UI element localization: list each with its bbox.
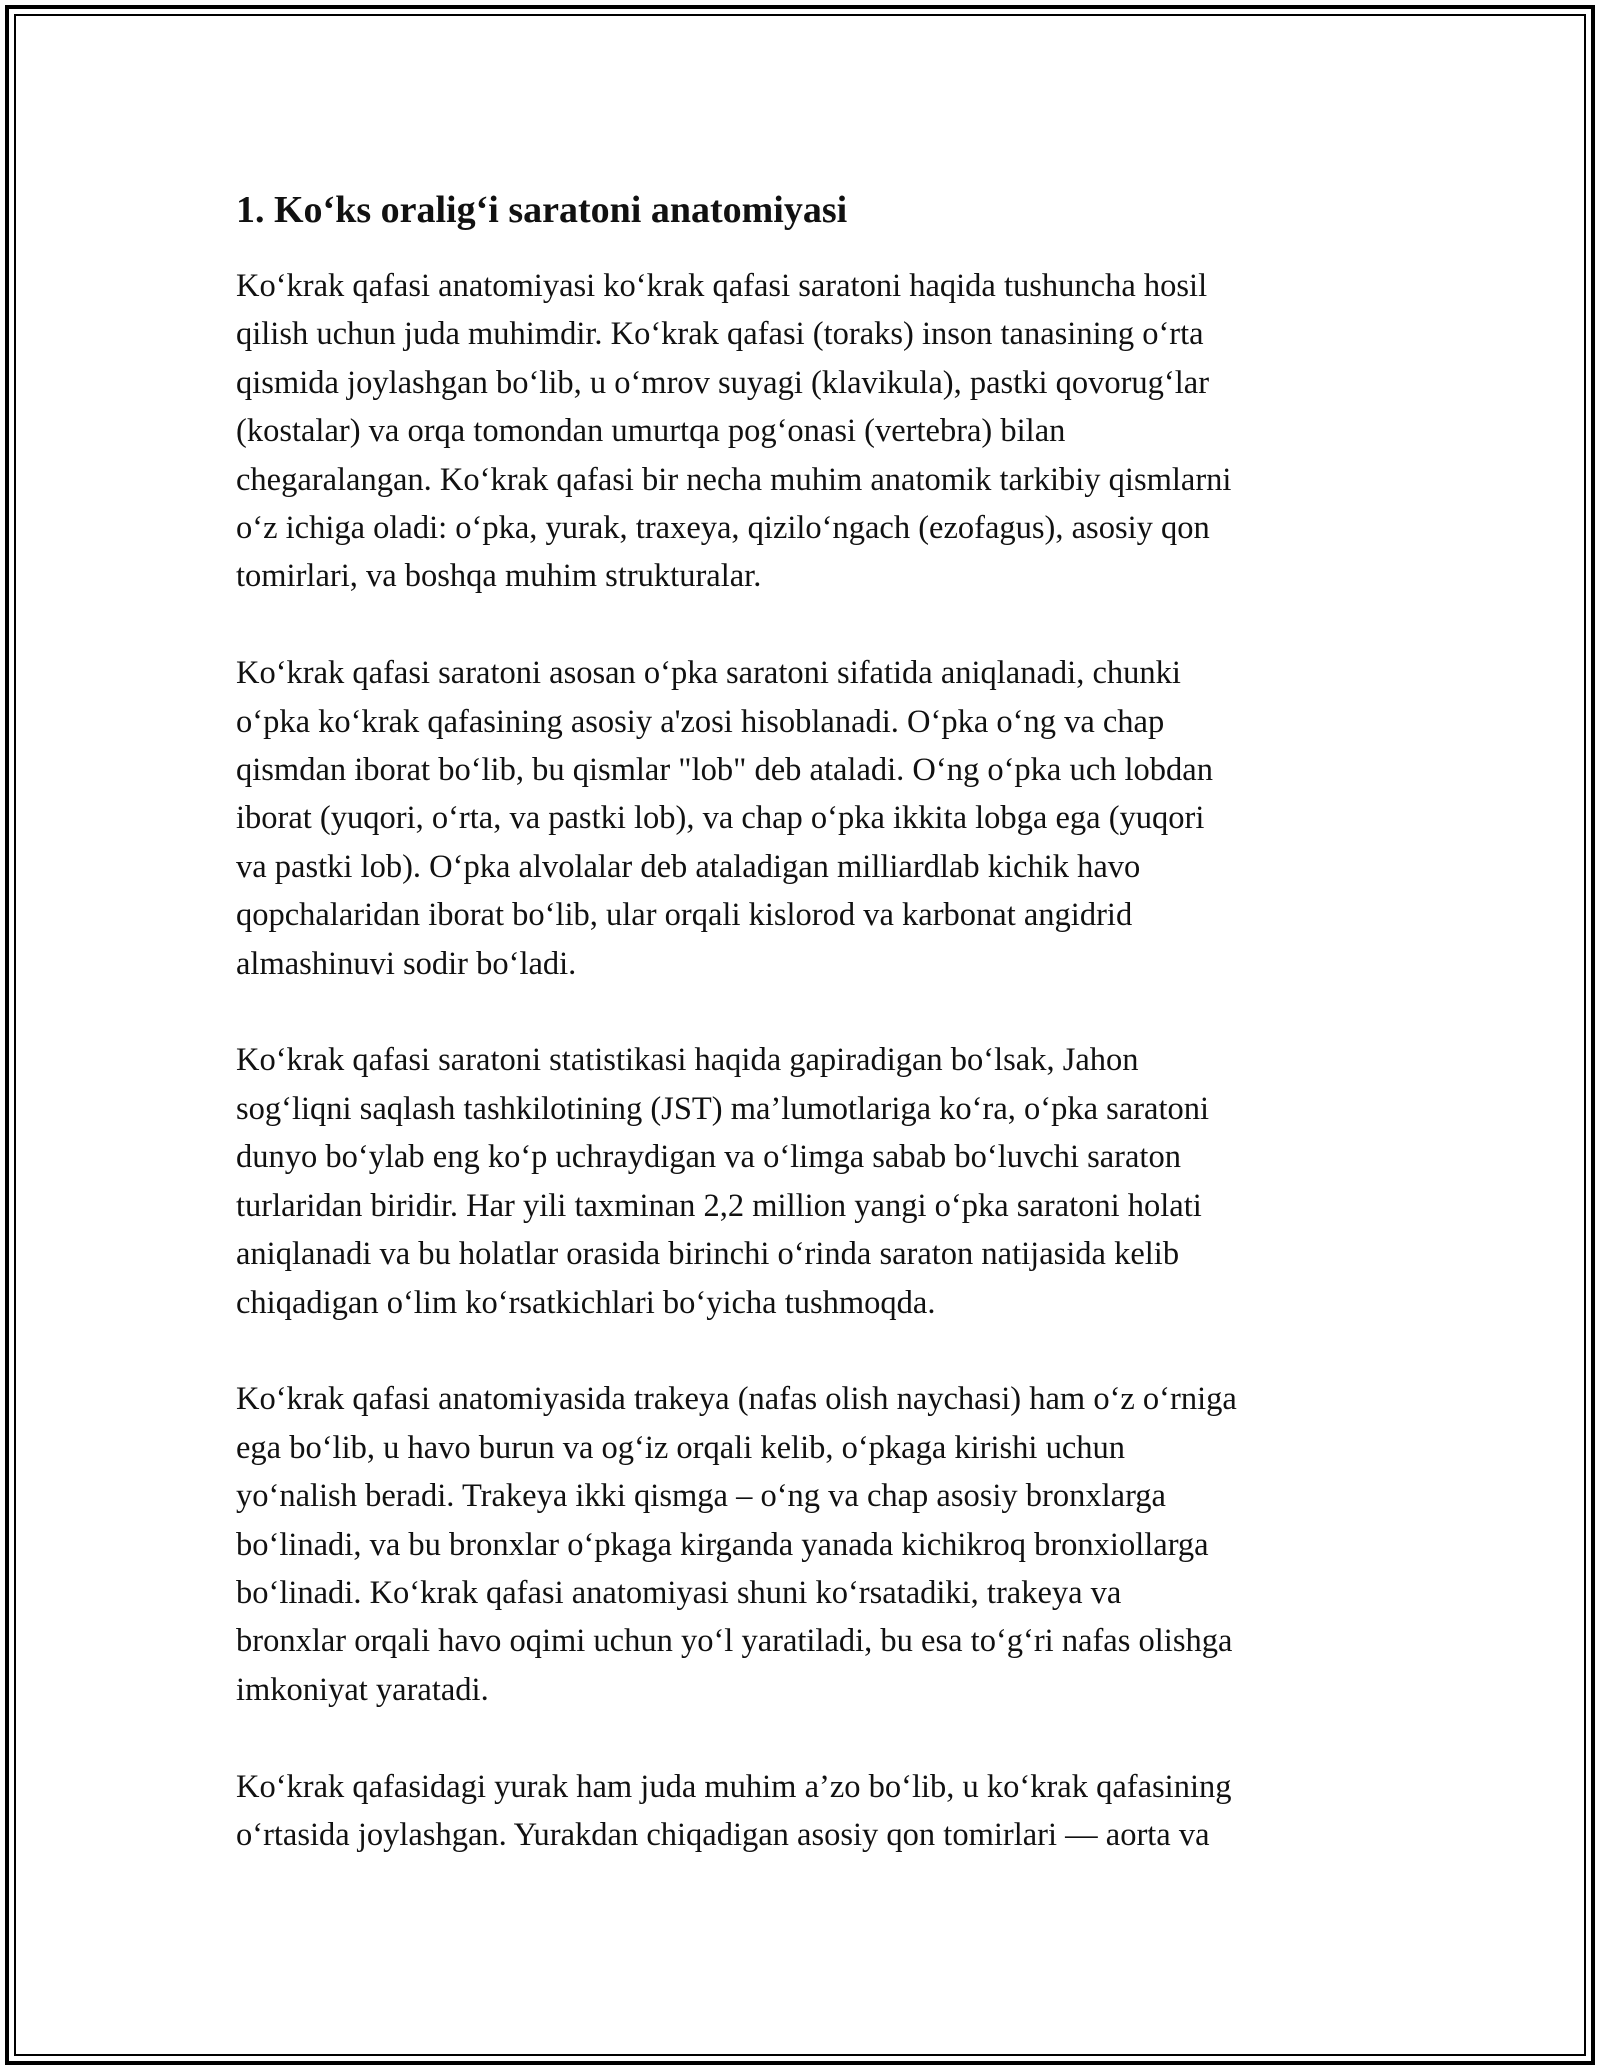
document-body xyxy=(236,186,1376,1908)
paragraph-5 xyxy=(236,1763,1376,1860)
paragraph-2 xyxy=(236,649,1376,988)
text-line: o‘rtasida joylashgan. Yurakdan chiqadigan asosiy qon tomirlari — aorta va xyxy=(236,1816,1210,1853)
text-line: chiqadigan o‘lim ko‘rsatkichlari bo‘yicha tushmoqda. xyxy=(236,1284,936,1321)
text-line: almashinuvi sodir bo‘ladi. xyxy=(236,945,577,982)
text-line: ega bo‘lib, u havo burun va og‘iz orqali kelib, o‘pkaga kirishi uchun xyxy=(236,1429,1126,1466)
text-line: bronxlar orqali havo oqimi uchun yo‘l yaratiladi, bu esa to‘g‘ri nafas olishga xyxy=(236,1623,1233,1660)
text-line: qilish uchun juda muhimdir. Ko‘krak qafasi (toraks) inson tanasining o‘rta xyxy=(236,316,1204,353)
text-line: chegaralangan. Ko‘krak qafasi bir necha muhim anatomik tarkibiy qismlarni xyxy=(236,461,1232,498)
text-line: yo‘nalish beradi. Trakeya ikki qismga – o‘ng va chap asosiy bronxlarga xyxy=(236,1478,1166,1515)
text-line: Ko‘krak qafasi saratoni statistikasi haqida gapiradigan bo‘lsak, Jahon xyxy=(236,1042,1139,1079)
text-line: iborat (yuqori, o‘rta, va pastki lob), va chap o‘pka ikkita lobga ega (yuqori xyxy=(236,800,1205,837)
text-line: (kostalar) va orqa tomondan umurtqa pog‘onasi (vertebra) bilan xyxy=(236,413,1066,450)
paragraph-1 xyxy=(236,262,1376,601)
text-line: turlaridan biridir. Har yili taxminan 2,2 million yangi o‘pka saratoni holati xyxy=(236,1187,1202,1224)
text-line: bo‘linadi, va bu bronxlar o‘pkaga kirganda yanada kichikroq bronxiollarga xyxy=(236,1526,1209,1563)
text-line: bo‘linadi. Ko‘krak qafasi anatomiyasi shuni ko‘rsatadiki, trakeya va xyxy=(236,1574,1122,1611)
text-line: qopchalaridan iborat bo‘lib, ular orqali kislorod va karbonat angidrid xyxy=(236,897,1133,934)
text-line: qismida joylashgan bo‘lib, u o‘mrov suyagi (klavikula), pastki qovorug‘lar xyxy=(236,364,1210,401)
text-line: o‘pka ko‘krak qafasining asosiy a'zosi hisoblanadi. O‘pka o‘ng va chap xyxy=(236,703,1165,740)
text-line: Ko‘krak qafasi anatomiyasida trakeya (nafas olish naychasi) ham o‘z o‘rniga xyxy=(236,1381,1237,1418)
text-line: va pastki lob). O‘pka alvolalar deb ataladigan milliardlab kichik havo xyxy=(236,848,1141,885)
text-line: tomirlari, va boshqa muhim strukturalar. xyxy=(236,558,762,595)
text-line: aniqlanadi va bu holatlar orasida birinchi o‘rinda saraton natijasida kelib xyxy=(236,1236,1180,1273)
text-line: qismdan iborat bo‘lib, bu qismlar "lob" deb ataladi. O‘ng o‘pka uch lobdan xyxy=(236,752,1213,789)
section-heading: 1. Ko‘ks oralig‘i saratoni anatomiyasi xyxy=(236,189,848,231)
paragraph-3 xyxy=(236,1036,1376,1326)
text-line: o‘z ichiga oladi: o‘pka, yurak, traxeya, qizilo‘ngach (ezofagus), asosiy qon xyxy=(236,510,1210,547)
text-line: imkoniyat yaratadi. xyxy=(236,1671,489,1708)
text-line: Ko‘krak qafasidagi yurak ham juda muhim a’zo bo‘lib, u ko‘krak qafasining xyxy=(236,1768,1232,1805)
text-line: sog‘liqni saqlash tashkilotining (JST) ma’lumotlariga ko‘ra, o‘pka saratoni xyxy=(236,1090,1210,1127)
text-line: Ko‘krak qafasi anatomiyasi ko‘krak qafasi saratoni haqida tushuncha hosil xyxy=(236,268,1208,304)
paragraph-4 xyxy=(236,1375,1376,1714)
text-line: dunyo bo‘ylab eng ko‘p uchraydigan va o‘limga sabab bo‘luvchi saraton xyxy=(236,1139,1181,1176)
text-line: Ko‘krak qafasi saratoni asosan o‘pka saratoni sifatida aniqlanadi, chunki xyxy=(236,655,1181,692)
